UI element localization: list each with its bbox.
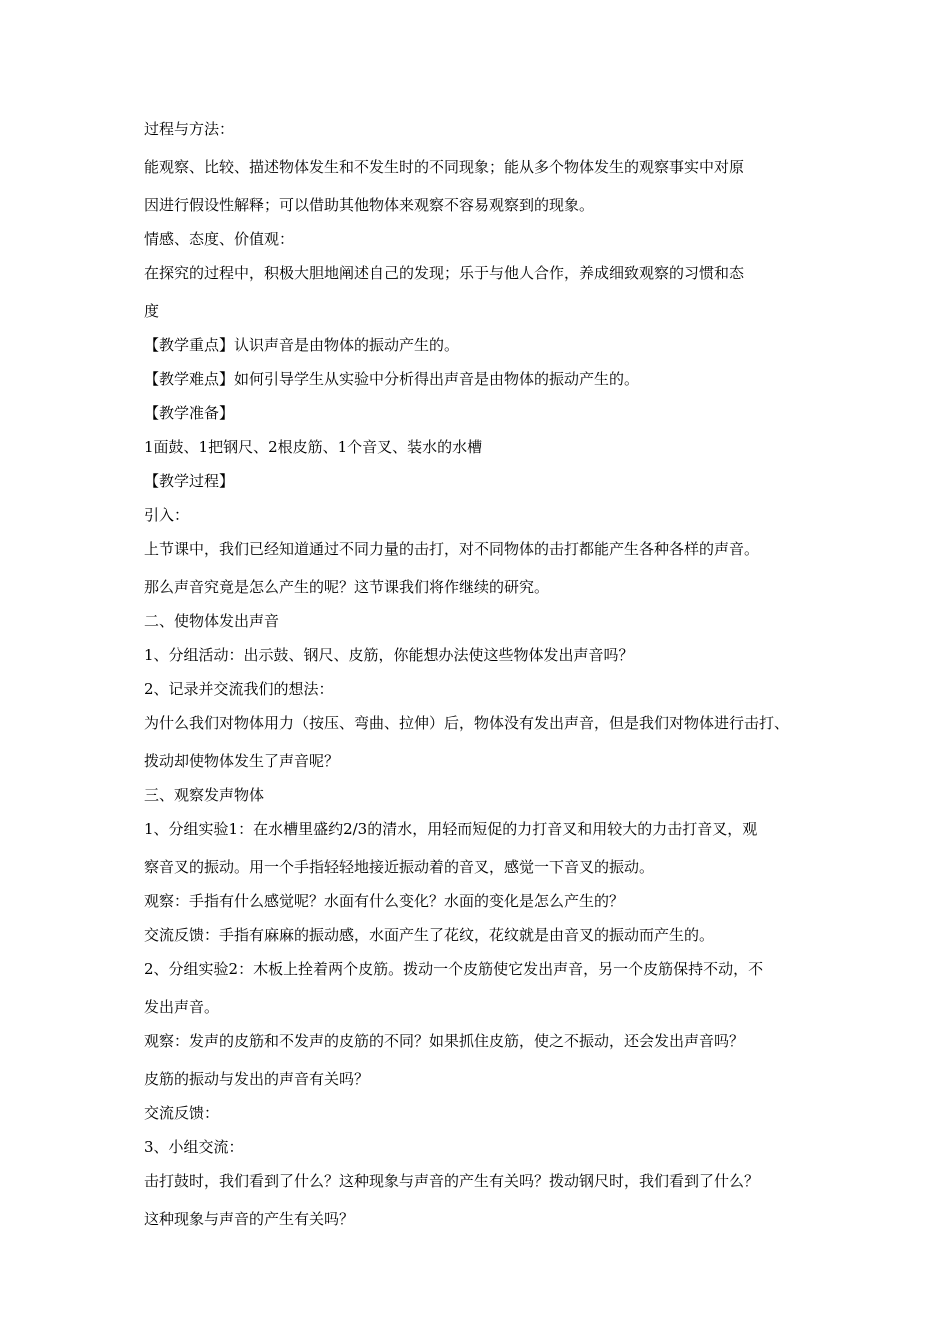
text-line: 皮筋的振动与发出的声音有关吗？ [144, 1070, 370, 1088]
text-line: 击打鼓时，我们看到了什么？这种现象与声音的产生有关吗？拨动钢尺时，我们看到了什么？ [144, 1172, 760, 1190]
text-line: 察音叉的振动。用一个手指轻轻地接近振动着的音叉，感觉一下音叉的振动。 [144, 858, 655, 876]
text-line: 交流反馈：手指有麻麻的振动感，水面产生了花纹，花纹就是由音叉的振动而产生的。 [144, 926, 715, 944]
text-line: 在探究的过程中，积极大胆地阐述自己的发现；乐于与他人合作，养成细致观察的习惯和态 [144, 264, 745, 282]
text-line: 能观察、比较、描述物体发生和不发生时的不同现象；能从多个物体发生的观察事实中对原 [144, 158, 745, 176]
text-line: 观察：发声的皮筋和不发声的皮筋的不同？如果抓住皮筋，使之不振动，还会发出声音吗？ [144, 1032, 745, 1050]
text-line: 1、分组实验1：在水槽里盛约2/3的清水，用轻而短促的力打音叉和用较大的力击打音叉，观 [144, 820, 758, 838]
text-line: 拨动却使物体发生了声音呢？ [144, 752, 340, 770]
text-line: 度 [144, 302, 160, 320]
text-line: 发出声音。 [144, 998, 220, 1016]
text-line: 三、观察发声物体 [144, 786, 265, 804]
text-line: 交流反馈： [144, 1104, 220, 1122]
text-line: 【教学难点】如何引导学生从实验中分析得出声音是由物体的振动产生的。 [144, 370, 640, 388]
text-line: 那么声音究竟是怎么产生的呢？这节课我们将作继续的研究。 [144, 578, 550, 596]
text-line: 过程与方法： [144, 120, 235, 138]
text-line: 【教学准备】 [144, 404, 235, 422]
text-line: 【教学重点】认识声音是由物体的振动产生的。 [144, 336, 460, 354]
text-line: 3、小组交流： [144, 1138, 244, 1156]
text-line: 为什么我们对物体用力（按压、弯曲、拉伸）后，物体没有发出声音，但是我们对物体进行击打、 [144, 714, 790, 732]
document-body [144, 119, 814, 1229]
text-line: 1、分组活动：出示鼓、钢尺、皮筋，你能想办法使这些物体发出声音吗？ [144, 646, 634, 664]
text-line: 引入： [144, 506, 190, 524]
text-line: 观察：手指有什么感觉呢？水面有什么变化？水面的变化是怎么产生的？ [144, 892, 625, 910]
text-line: 因进行假设性解释；可以借助其他物体来观察不容易观察到的现象。 [144, 196, 595, 214]
text-line: 2、分组实验2：木板上拴着两个皮筋。拨动一个皮筋使它发出声音，另一个皮筋保持不动，不 [144, 960, 764, 978]
text-line: 1面鼓、1把钢尺、2根皮筋、1个音叉、装水的水槽 [144, 438, 483, 456]
text-line: 这种现象与声音的产生有关吗？ [144, 1210, 355, 1228]
text-line: 情感、态度、价值观： [144, 230, 295, 248]
text-line: 二、使物体发出声音 [144, 612, 280, 630]
text-line: 【教学过程】 [144, 472, 235, 490]
text-line: 上节课中，我们已经知道通过不同力量的击打，对不同物体的击打都能产生各种各样的声音。 [144, 540, 760, 558]
text-line: 2、记录并交流我们的想法： [144, 680, 334, 698]
